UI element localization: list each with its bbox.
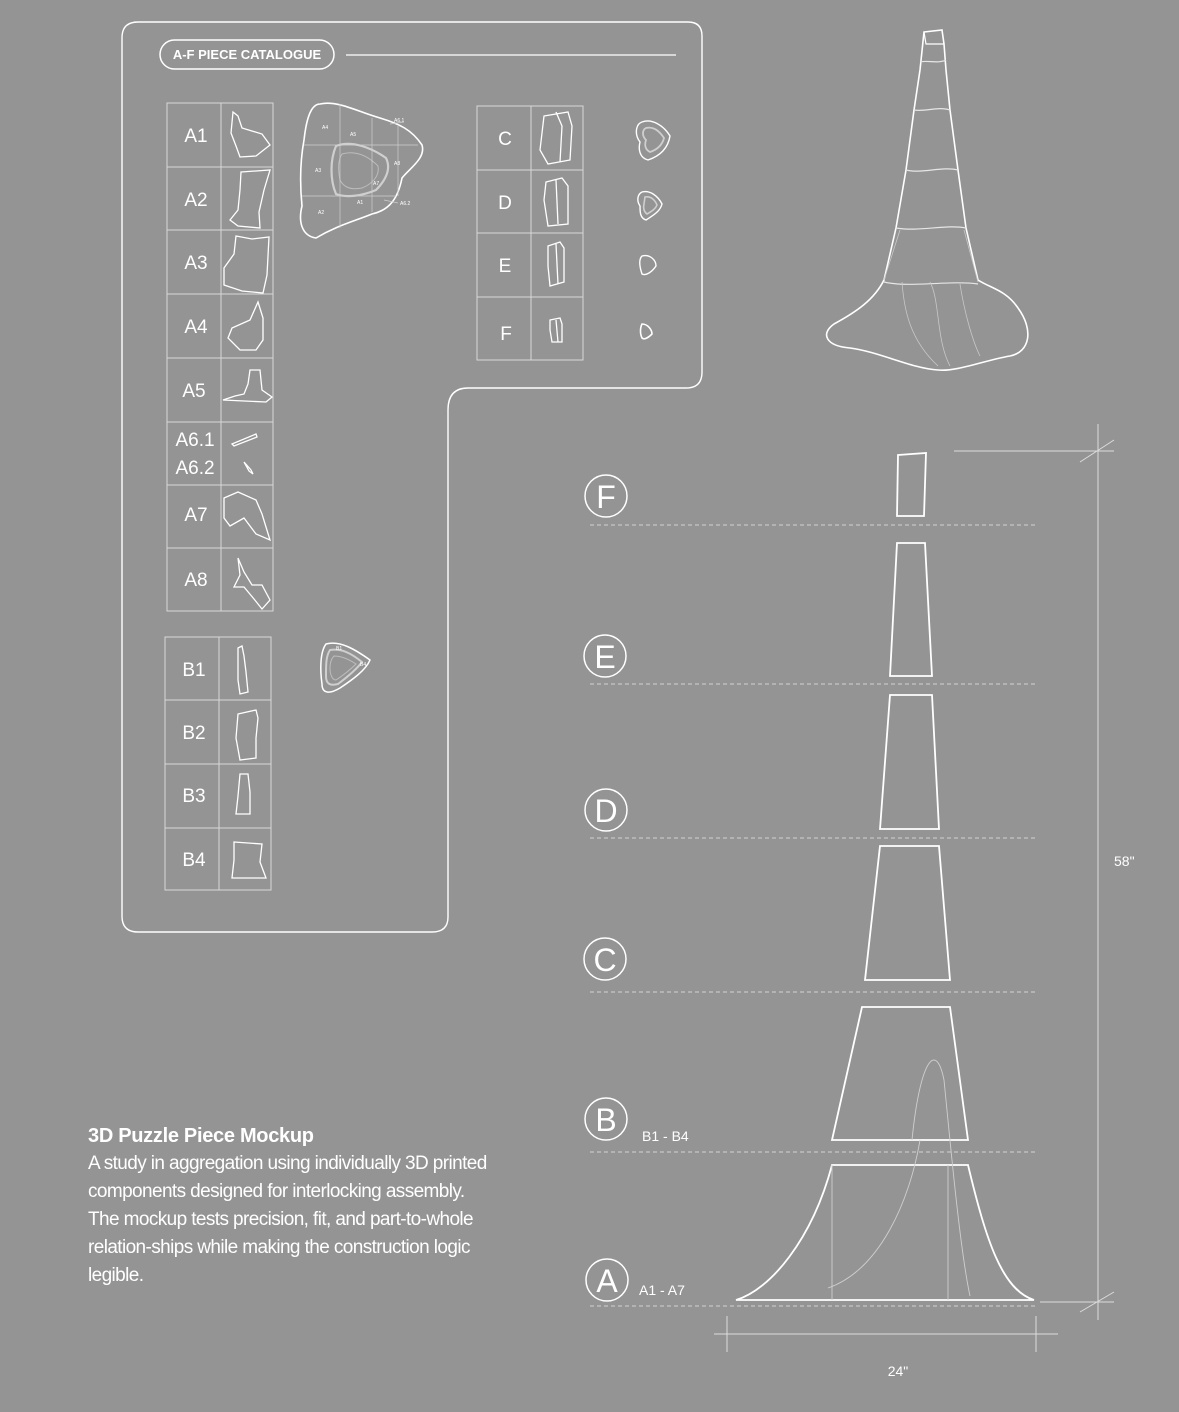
- cf-piece-sketches: [540, 112, 572, 342]
- piece-label-b2: B2: [182, 723, 206, 744]
- cf-pieces-grid: [477, 106, 583, 360]
- piece-a5-sketch: [223, 370, 272, 402]
- plan-label-a5: A5: [350, 132, 357, 138]
- cf-piece-labels: [498, 129, 512, 345]
- piece-label-f: F: [500, 324, 512, 345]
- piece-c-sketch: [540, 112, 572, 164]
- b-pieces-grid: [165, 637, 271, 890]
- plan-label-a7: A7: [373, 181, 380, 187]
- range-label-a: A1 - A7: [639, 1282, 685, 1298]
- piece-b1-sketch: [238, 646, 248, 694]
- piece-a8-sketch: [234, 558, 270, 609]
- description-block: [88, 1125, 488, 1290]
- piece-a3-sketch: [224, 236, 269, 293]
- plan-label-b1: B1: [336, 646, 343, 652]
- piece-label-b4: B4: [182, 850, 206, 871]
- description-body: A study in aggregation using individually 3D printed components designed for interlocking assembly. The mockup tests precision, fit, and part-to-whole relation-ships while making the construction logic legible.: [88, 1153, 487, 1286]
- piece-b4-sketch: [232, 842, 266, 878]
- segment-c: [865, 846, 950, 980]
- catalogue-title: A-F PIECE CATALOGUE: [172, 47, 322, 62]
- piece-b2-sketch: [236, 710, 258, 760]
- level-label-e: E: [594, 639, 616, 675]
- level-label-f: F: [596, 479, 616, 515]
- elevation-tower: [736, 453, 1034, 1300]
- height-label: 58": [1114, 853, 1135, 869]
- segment-d: [880, 695, 939, 829]
- width-label: 24": [887, 1363, 909, 1379]
- piece-a7-sketch: [224, 492, 270, 540]
- plan-label-a6-1: A6.1: [394, 118, 405, 124]
- height-dimension: [954, 424, 1135, 1320]
- level-label-d: D: [594, 793, 618, 829]
- segment-a: [736, 1165, 1034, 1300]
- plan-label-a2: A2: [318, 210, 325, 216]
- plan-e-outline: [640, 256, 656, 275]
- catalogue-title-pill: [160, 40, 676, 69]
- plan-label-a4: A4: [322, 125, 329, 131]
- plan-f-outline: [641, 324, 653, 339]
- piece-label-a3: A3: [184, 253, 208, 274]
- piece-label-a4: A4: [184, 317, 208, 338]
- segment-e: [890, 543, 932, 676]
- level-label-c: C: [593, 942, 617, 978]
- plan-d-outline: [638, 192, 662, 220]
- plan-label-a6-2: A6.2: [400, 201, 411, 207]
- b-piece-sketches: [232, 646, 266, 878]
- description-title: 3D Puzzle Piece Mockup: [88, 1125, 314, 1147]
- piece-label-a1: A1: [184, 126, 208, 147]
- level-label-b: B: [595, 1102, 617, 1138]
- piece-e-sketch: [548, 242, 564, 286]
- perspective-tower: [827, 30, 1028, 370]
- b-piece-labels: [182, 660, 206, 871]
- elevation-levels: [584, 475, 1036, 1306]
- plan-label-a3: A3: [315, 168, 322, 174]
- level-label-a: A: [596, 1263, 618, 1299]
- piece-d-sketch: [544, 178, 568, 226]
- piece-label-e: E: [498, 256, 512, 277]
- piece-a4-sketch: [228, 302, 263, 350]
- piece-a6-2-sketch: [244, 462, 253, 474]
- piece-label-a6-2: A6.2: [175, 458, 215, 479]
- piece-label-a5: A5: [182, 381, 206, 402]
- piece-f-sketch: [550, 318, 562, 342]
- piece-label-b1: B1: [182, 660, 206, 681]
- b-plan-outline: [321, 643, 370, 692]
- piece-label-c: C: [498, 129, 512, 150]
- segment-f: [897, 453, 926, 516]
- piece-a1-sketch: [231, 112, 270, 157]
- range-label-b: B1 - B4: [642, 1128, 689, 1144]
- plan-label-a1: A1: [357, 200, 364, 206]
- piece-label-a7: A7: [184, 505, 208, 526]
- piece-label-b3: B3: [182, 786, 206, 807]
- piece-label-d: D: [498, 193, 512, 214]
- plan-label-b4: B4: [360, 662, 367, 668]
- cf-plan-sketches: [636, 121, 670, 339]
- a-piece-sketches: [223, 112, 272, 609]
- piece-b3-sketch: [236, 774, 250, 814]
- piece-label-a2: A2: [184, 190, 208, 211]
- piece-label-a8: A8: [184, 570, 208, 591]
- piece-a6-1-sketch: [232, 434, 257, 446]
- plan-label-a8: A8: [394, 161, 401, 167]
- plan-c-outline: [636, 121, 670, 160]
- piece-a2-sketch: [230, 170, 270, 228]
- a-plan-outline: [301, 103, 423, 238]
- piece-label-a6-1: A6.1: [175, 430, 215, 451]
- width-dimension: [714, 1316, 1058, 1379]
